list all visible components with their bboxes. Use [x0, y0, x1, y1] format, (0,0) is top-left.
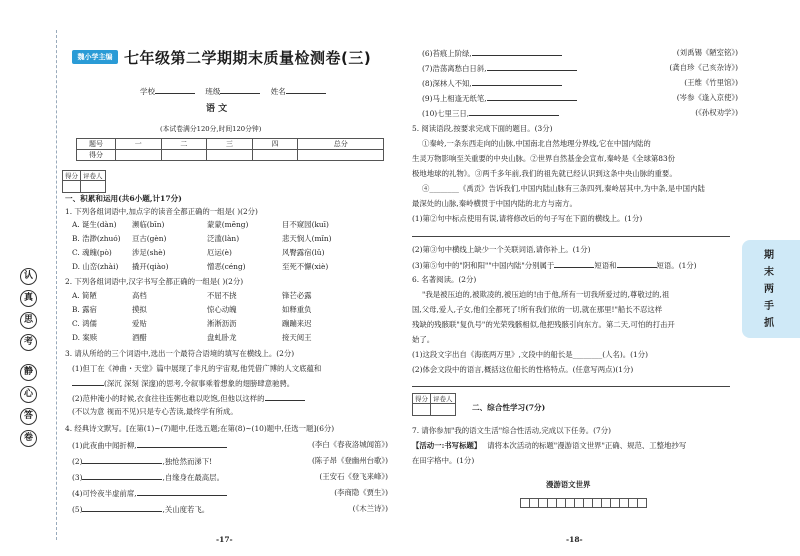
score-box-grader: 评卷人	[81, 171, 106, 181]
spine-char: 心	[20, 386, 37, 403]
q6-stem: 6. 名著阅读。(2分)	[412, 275, 477, 284]
right-page	[400, 0, 800, 556]
q4-item: (9)马上相逢无纸笔, (岑参《逢入京使》)	[422, 93, 738, 103]
score-header: 题号	[77, 139, 116, 150]
q5-passage-line: 极地地球的礼物》。③两千多年前,我们的祖先就已经认识到这条中央山脉的重要。	[412, 169, 677, 178]
q6-passage-line: 始了。	[412, 335, 435, 344]
q2-option-c: C. 鸿儒 爱贴 淅淅沥沥 蹦蹦来迟	[72, 319, 312, 328]
q1-option-d: D. 山峦(zhài) 撬开(qiào) 憎恶(céng) 至死不懈(xiè)	[72, 262, 329, 271]
side-tab-char: 期	[764, 250, 774, 261]
q4-item: (6)苔痕上阶绿, (刘禹锡《陋室铭》)	[422, 48, 738, 58]
q7-stem: 7. 请你参加"我的语文生活"综合性活动,完成以下任务。(7分)	[412, 426, 612, 435]
answer-line[interactable]	[412, 386, 730, 387]
q4-item: (7)浩荡离愁白日斜, (龚自珍《己亥杂诗》)	[422, 63, 738, 73]
spine-char: 卷	[20, 430, 37, 447]
q5-passage-line: 最深处的山脉,秦岭横贯于中国内陆的北方与南方。	[412, 199, 577, 208]
score-header: 四	[252, 139, 298, 150]
score-cell[interactable]	[298, 150, 384, 161]
q3-line2: (深沉 深刻 深邃)的思考,令叙事乘着想象的翅膀肆意驰骋。	[72, 378, 294, 388]
q1-option-a: A. 诞生(dàn) 濒临(bīn) 蒙蒙(mēng) 目不窥园(kuī)	[72, 220, 329, 229]
side-tab-char: 末	[764, 267, 774, 278]
exam-note: (本试卷满分120分,时间120分钟)	[160, 125, 262, 133]
score-cell[interactable]	[161, 150, 207, 161]
score-box-score: 得分	[413, 394, 431, 404]
grid-label: 漫游语文世界	[546, 480, 591, 489]
score-cell[interactable]	[207, 150, 253, 161]
side-tab-char: 抓	[764, 318, 774, 329]
score-box	[412, 393, 456, 416]
side-tab	[742, 240, 800, 338]
spine-char: 静	[20, 364, 37, 381]
q5-passage-line: ①秦岭,一条东西走向的山脉,中国南北自然地理分界线,它在中国内陆的	[422, 139, 651, 148]
q5-sub2: (2)第③句中横线上缺少一个关联词语,请你补上。(1分)	[412, 245, 591, 254]
score-header: 三	[207, 139, 253, 150]
q1-stem: 1. 下列各组词语中,加点字的读音全都正确的一组是( )(2分)	[65, 207, 258, 216]
q5-sub3: (3)第⑤句中的"阴和阳""中国内陆"分别属于 短语和 短语。(1分)	[412, 261, 697, 270]
q4-item: (3) ,自缘身在最高层。 (王安石《登飞来峰》)	[72, 472, 388, 482]
spine-char: 答	[20, 408, 37, 425]
score-header: 总分	[298, 139, 384, 150]
q2-stem: 2. 下列各组词语中,汉字书写全都正确的一组是( )(2分)	[65, 277, 244, 286]
score-box-score: 得分	[63, 171, 81, 181]
score-box-cell[interactable]	[431, 404, 456, 416]
writing-grid[interactable]	[520, 498, 646, 508]
score-cell[interactable]	[252, 150, 298, 161]
spine-char: 认	[20, 268, 37, 285]
q1-option-c: C. 魂魄(pò) 涉足(shè) 厄运(è) 风臀露宿(lǔ)	[72, 248, 325, 257]
q6-passage-line: 残缺的残骸联"复仇号"的光荣残骸相似,他把残骸引向东方。第二天,可怕的打击开	[412, 320, 675, 329]
score-box	[62, 170, 106, 193]
score-box-cell[interactable]	[413, 404, 431, 416]
q2-option-a: A. 简陋 高档 不屈不挠 锋芒必露	[72, 291, 312, 300]
answer-line[interactable]	[412, 236, 730, 237]
q5-passage-line: 生灵万物影响至关重要的中央山脉。②世界自然基金会宣布,秦岭是《全球第83份	[412, 154, 676, 163]
q6-sub2: (2)体会文段中的语言,概括这位船长的性格特点。(任意写两点)(1分)	[412, 365, 634, 374]
q6-sub1: (1)这段文字出自《海底两万里》,文段中的船长是________(人名)。(1分)	[412, 350, 648, 359]
q4-item: (10)七里三日, (《孙权劝学》)	[422, 108, 738, 118]
score-header: 二	[161, 139, 207, 150]
info-fields	[140, 86, 326, 96]
side-tab-char: 手	[764, 301, 774, 312]
class-label: 班级	[205, 87, 221, 96]
score-box-cell[interactable]	[81, 181, 106, 193]
score-box-grader: 评卷人	[431, 394, 456, 404]
publisher-logo: 魏小学主编	[72, 50, 118, 64]
score-box-cell[interactable]	[63, 181, 81, 193]
q4-stem: 4. 经典诗文默写。[在第(1)~(7)题中,任选五题;在第(8)~(10)题中,任选一题](6分)	[65, 424, 335, 433]
q3-line3b: (不以为意 视而不见)只是专心苦读,最终学有所成。	[72, 407, 238, 416]
q5-sub1: (1)第②句中标点使用有误,请将修改后的句子写在下面的横线上。(1分)	[412, 214, 643, 223]
q7-activity1-cont: 在田字格中。(1分)	[412, 456, 475, 465]
q6-passage-line: "我是被压迫的,被欺凌的,被压迫的!由于他,所有一切我所爱过的,尊敬过的,祖	[422, 290, 670, 299]
q1-option-b: B. 浩渺(zhuó) 亘古(gèn) 泛滥(làn) 悲天悯人(mǐn)	[72, 234, 332, 243]
section1-title: 一、积累和运用(共6小题,计17分)	[65, 194, 182, 203]
subject-title: 语 文	[206, 104, 228, 114]
score-row-label: 得分	[77, 150, 116, 161]
exam-title: 七年级第二学期期末质量检测卷(三)	[124, 49, 372, 67]
section2-title: 二、综合性学习(7分)	[472, 403, 546, 412]
score-cell[interactable]	[116, 150, 162, 161]
q4-item: (2) ,独怆然而涕下! (陈子昂《登幽州台歌》)	[72, 456, 388, 466]
spine-char: 思	[20, 312, 37, 329]
q4-item: (8)深林人不知, (王维《竹里馆》)	[422, 78, 738, 88]
name-label: 姓名	[270, 87, 286, 96]
q5-passage-line: ④________《禹贡》告诉我们,中国内陆山脉有三条四列,秦岭居其中,为中条,是中国内陆	[422, 184, 705, 193]
spine-char: 真	[20, 290, 37, 307]
q6-passage-line: 国,父母,爱人,子女,他们全都死了!所有我们依的一切,就在那里!"船长不忍这样	[412, 305, 663, 314]
q3-line1: (1)但丁在《神曲・天堂》篇中展现了非凡的宇宙观,他凭借广博的人文底蕴和	[72, 364, 322, 373]
q3-stem: 3. 请从所给的三个词语中,选出一个最符合语境的填写在横线上。(2分)	[65, 349, 295, 358]
score-table	[76, 138, 384, 161]
score-header: 一	[116, 139, 162, 150]
q2-option-d: D. 案赎 酒醋 盘虬卧龙 接天阅王	[72, 333, 312, 342]
side-tab-char: 两	[764, 284, 774, 295]
q7-activity1: 【活动一:书写标题】 请将本次活动的标题"漫游语文世界"正确、规范、工整地抄写	[412, 441, 687, 450]
q4-item: (4)可怜夜半虚前席, (李商隐《贾生》)	[72, 488, 388, 498]
school-label: 学校	[140, 87, 155, 96]
page-number-right: -18-	[566, 535, 583, 544]
q4-item: (1)此夜曲中闻折柳, (李白《春夜洛城闻笛》)	[72, 440, 388, 450]
q3-line3: (2)范仲淹小的时候,衣食往往连粥也难以吃饱,但他以这样的	[72, 393, 305, 403]
spine-strip	[12, 30, 57, 540]
q4-item: (5) ,关山度若飞。 (《木兰诗》)	[72, 504, 388, 514]
spine-char: 考	[20, 334, 37, 351]
q5-stem: 5. 阅读语段,按要求完成下面的题目。(3分)	[412, 124, 553, 133]
page-number-left: -17-	[216, 535, 233, 544]
q2-option-b: B. 露宿 摸拟 惊心动魄 如释重负	[72, 305, 312, 314]
